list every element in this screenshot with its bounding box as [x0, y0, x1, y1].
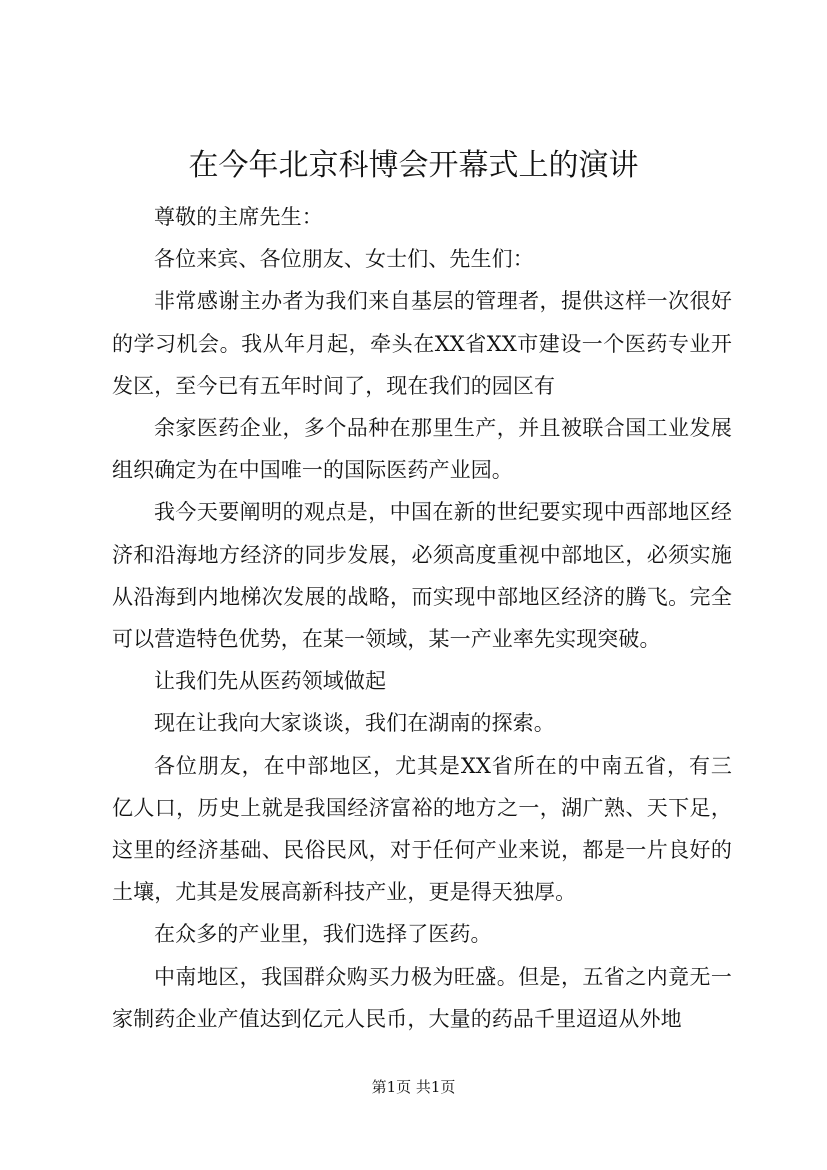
paragraph: 在众多的产业里，我们选择了医药。 [154, 922, 492, 947]
paragraph: 我今天要阐明的观点是，中国在新的世纪要实现中西部地区经济和沿海地方经济的同步发展，必须高度重视中部地区，必须实施从沿海到内地梯次发展的战略，而实现中部地区经济的腾飞。完全可以营造特色优势，在某一领域，某一产业率先实现突破。 [112, 500, 732, 652]
paragraph-salutation: 尊敬的主席先生： [154, 205, 323, 229]
paragraph: 各位朋友，在中部地区，尤其是XX省所在的中南五省，有三亿人口，历史上就是我国经济富裕的地方之一，湖广熟、天下足，这里的经济基础、民俗民风，对于任何产业来说，都是一片良好的土壤，尤其是发展高新科技产业，更是得天独厚。 [112, 753, 732, 905]
paragraph: 余家医药企业，多个品种在那里生产，并且被联合国工业发展组织确定为在中国唯一的国际医药产业园。 [112, 416, 732, 483]
document-title: 在今年北京科博会开幕式上的演讲 [188, 148, 639, 183]
paragraph: 非常感谢主办者为我们来自基层的管理者，提供这样一次很好的学习机会。我从年月起，牵头在XX省XX市建设一个医药专业开发区，至今已有五年时间了，现在我们的园区有 [112, 289, 732, 398]
paragraph: 中南地区，我国群众购买力极为旺盛。但是，五省之内竟无一家制药企业产值达到亿元人民币，大量的药品千里迢迢从外地 [112, 964, 732, 1031]
paragraph-greeting: 各位来宾、各位朋友、女士们、先生们： [154, 247, 534, 272]
document-body [112, 196, 732, 1040]
paragraph: 现在让我向大家谈谈，我们在湖南的探索。 [154, 711, 555, 736]
paragraph: 让我们先从医药领域做起 [154, 669, 387, 694]
page-footer: 第1页 共1页 [371, 1078, 456, 1096]
